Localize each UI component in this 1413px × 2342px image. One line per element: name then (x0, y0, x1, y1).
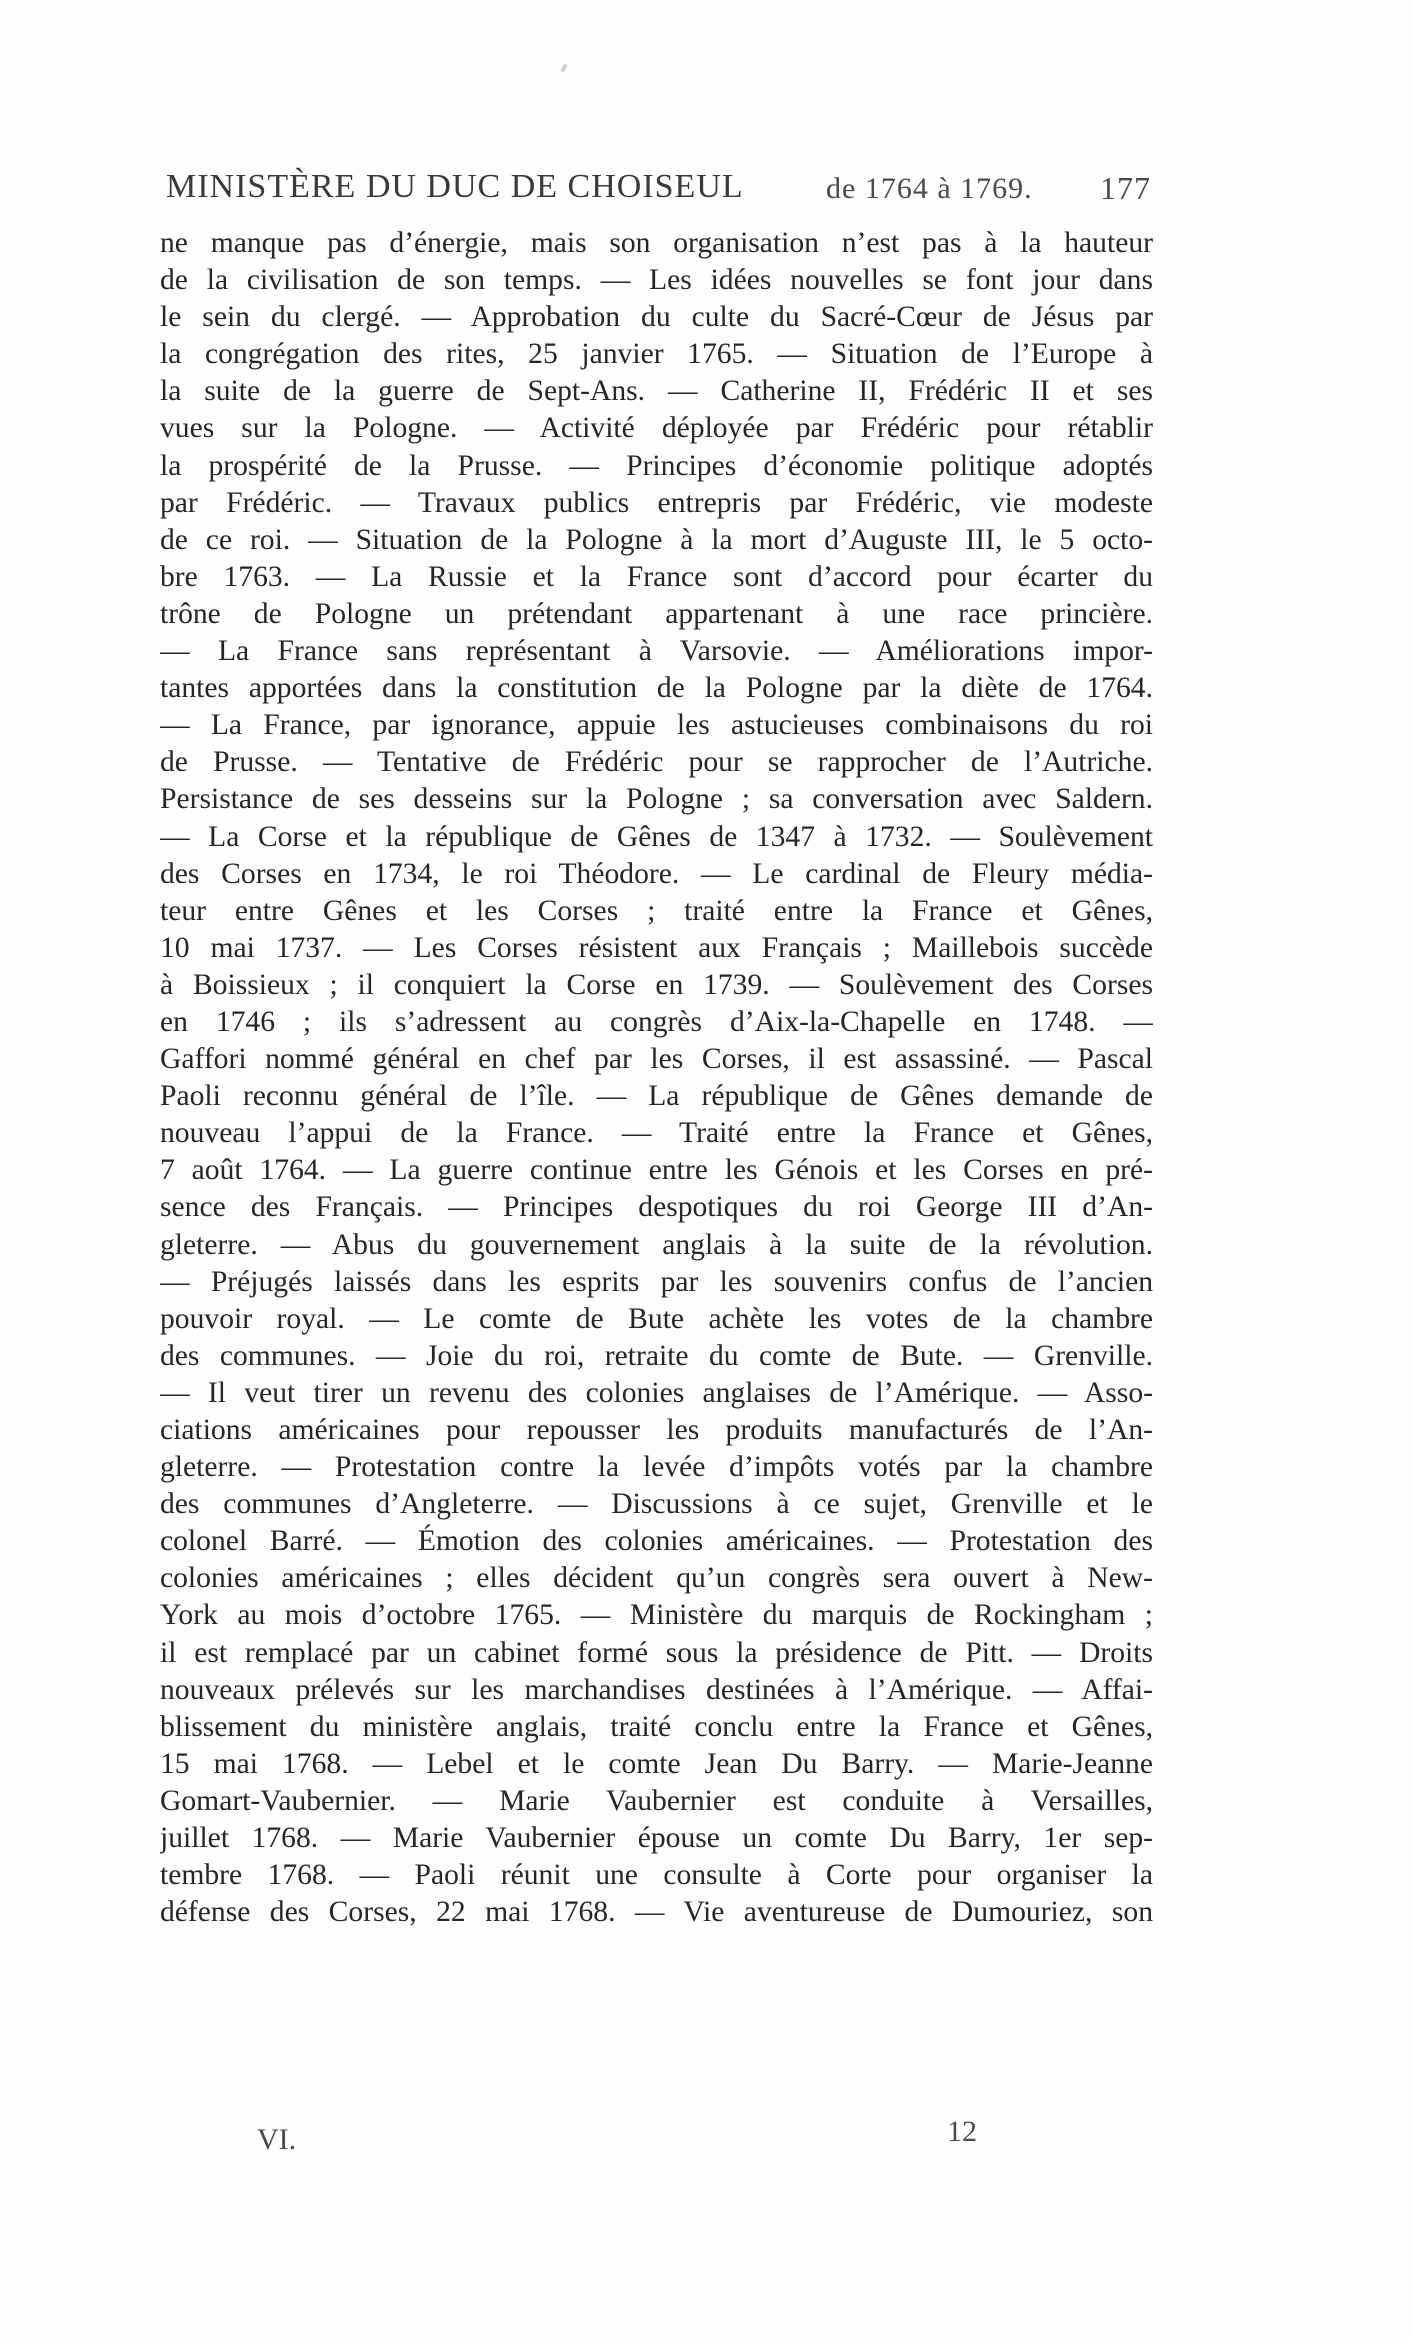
text-line: teur entre Gênes et les Corses ; traité entre la France et Gênes, (160, 894, 1153, 927)
text-line: tantes apportées dans la constitution de la Pologne par la diète de 1764. (160, 672, 1153, 705)
text-line: nouveaux prélevés sur les marchandises destinées à l’Amérique. — Affai- (160, 1673, 1153, 1706)
text-line: — La France sans représentant à Varsovie. — Améliorations impor- (160, 635, 1153, 668)
text-line: défense des Corses, 22 mai 1768. — Vie aventureuse de Dumouriez, son (160, 1896, 1153, 1929)
running-head-date-range: de 1764 à 1769. (826, 172, 1033, 205)
text-line: il est remplacé par un cabinet formé sous la présidence de Pitt. — Droits (160, 1636, 1153, 1669)
text-line: la suite de la guerre de Sept-Ans. — Catherine II, Frédéric II et ses (160, 375, 1153, 408)
page-footer (0, 2115, 1413, 2163)
text-line: York au mois d’octobre 1765. — Ministère du marquis de Rockingham ; (160, 1599, 1153, 1632)
text-line: le sein du clergé. — Approbation du culte du Sacré-Cœur de Jésus par (160, 301, 1153, 334)
text-line: colonel Barré. — Émotion des colonies américaines. — Protestation des (160, 1525, 1153, 1558)
text-line: bre 1763. — La Russie et la France sont d’accord pour écarter du (160, 560, 1153, 593)
text-line: — Il veut tirer un revenu des colonies anglaises de l’Amérique. — Asso- (160, 1376, 1153, 1409)
text-line: ciations américaines pour repousser les produits manufacturés de l’An- (160, 1414, 1153, 1446)
running-head-title: MINISTÈRE DU DUC DE CHOISEUL (166, 168, 744, 205)
text-line: — La France, par ignorance, appuie les astucieuses combinaisons du roi (160, 709, 1153, 742)
text-line: la congrégation des rites, 25 janvier 1765. — Situation de l’Europe à (160, 338, 1153, 371)
text-line: trône de Pologne un prétendant appartenant à une race princière. (160, 597, 1153, 630)
text-line: ne manque pas d’énergie, mais son organisation n’est pas à la hauteur (160, 227, 1153, 259)
text-line: 10 mai 1737. — Les Corses résistent aux Français ; Maillebois succède (160, 931, 1153, 964)
text-line: 15 mai 1768. — Lebel et le comte Jean Du Barry. — Marie-Jeanne (160, 1747, 1153, 1780)
text-line: sence des Français. — Principes despotiques du roi George III d’An- (160, 1191, 1153, 1224)
text-line: pouvoir royal. — Le comte de Bute achète les votes de la chambre (160, 1302, 1153, 1335)
page-number: 177 (1100, 170, 1151, 206)
text-line: Gomart-Vaubernier. — Marie Vaubernier est conduite à Versailles, (160, 1784, 1153, 1817)
text-line: Paoli reconnu général de l’île. — La république de Gênes demande de (160, 1080, 1153, 1113)
ink-speck (560, 64, 567, 73)
volume-number: VI. (257, 2123, 297, 2156)
text-line: de Prusse. — Tentative de Frédéric pour se rapprocher de l’Autriche. (160, 746, 1153, 779)
text-line: tembre 1768. — Paoli réunit une consulte à Corte pour organiser la (160, 1859, 1153, 1892)
text-line: gleterre. — Abus du gouvernement anglais à la suite de la révolution. (160, 1228, 1153, 1261)
text-line: des Corses en 1734, le roi Théodore. — Le cardinal de Fleury média- (160, 857, 1153, 890)
summary-paragraph (160, 225, 1153, 1931)
text-line: Gaffori nommé général en chef par les Corses, il est assassiné. — Pascal (160, 1043, 1153, 1076)
text-line: la prospérité de la Prusse. — Principes d’économie politique adoptés (160, 449, 1153, 482)
text-line: à Boissieux ; il conquiert la Corse en 1739. — Soulèvement des Corses (160, 968, 1153, 1001)
text-line: par Frédéric. — Travaux publics entrepris par Frédéric, vie modeste (160, 486, 1153, 519)
text-line: juillet 1768. — Marie Vaubernier épouse un comte Du Barry, 1er sep- (160, 1822, 1153, 1855)
text-line: de la civilisation de son temps. — Les idées nouvelles se font jour dans (160, 264, 1153, 297)
text-line: 7 août 1764. — La guerre continue entre les Génois et les Corses en pré- (160, 1154, 1153, 1187)
text-line: des communes d’Angleterre. — Discussions à ce sujet, Grenville et le (160, 1488, 1153, 1521)
text-line: nouveau l’appui de la France. — Traité entre la France et Gênes, (160, 1117, 1153, 1150)
text-line: en 1746 ; ils s’adressent au congrès d’Aix-la-Chapelle en 1748. — (160, 1005, 1153, 1038)
text-line: des communes. — Joie du roi, retraite du comte de Bute. — Grenville. (160, 1339, 1153, 1372)
text-line: gleterre. — Protestation contre la levée d’impôts votés par la chambre (160, 1451, 1153, 1484)
text-line: — La Corse et la république de Gênes de 1347 à 1732. — Soulèvement (160, 820, 1153, 853)
signature-mark: 12 (947, 2115, 977, 2148)
text-line: — Préjugés laissés dans les esprits par les souvenirs confus de l’ancien (160, 1265, 1153, 1298)
text-line: colonies américaines ; elles décident qu’un congrès sera ouvert à New- (160, 1562, 1153, 1595)
text-line: de ce roi. — Situation de la Pologne à la mort d’Auguste III, le 5 octo- (160, 523, 1153, 556)
text-line: vues sur la Pologne. — Activité déployée par Frédéric pour rétablir (160, 412, 1153, 445)
text-line: blissement du ministère anglais, traité conclu entre la France et Gênes, (160, 1710, 1153, 1743)
running-head (166, 168, 1151, 216)
text-line: Persistance de ses desseins sur la Pologne ; sa conversation avec Saldern. (160, 783, 1153, 816)
